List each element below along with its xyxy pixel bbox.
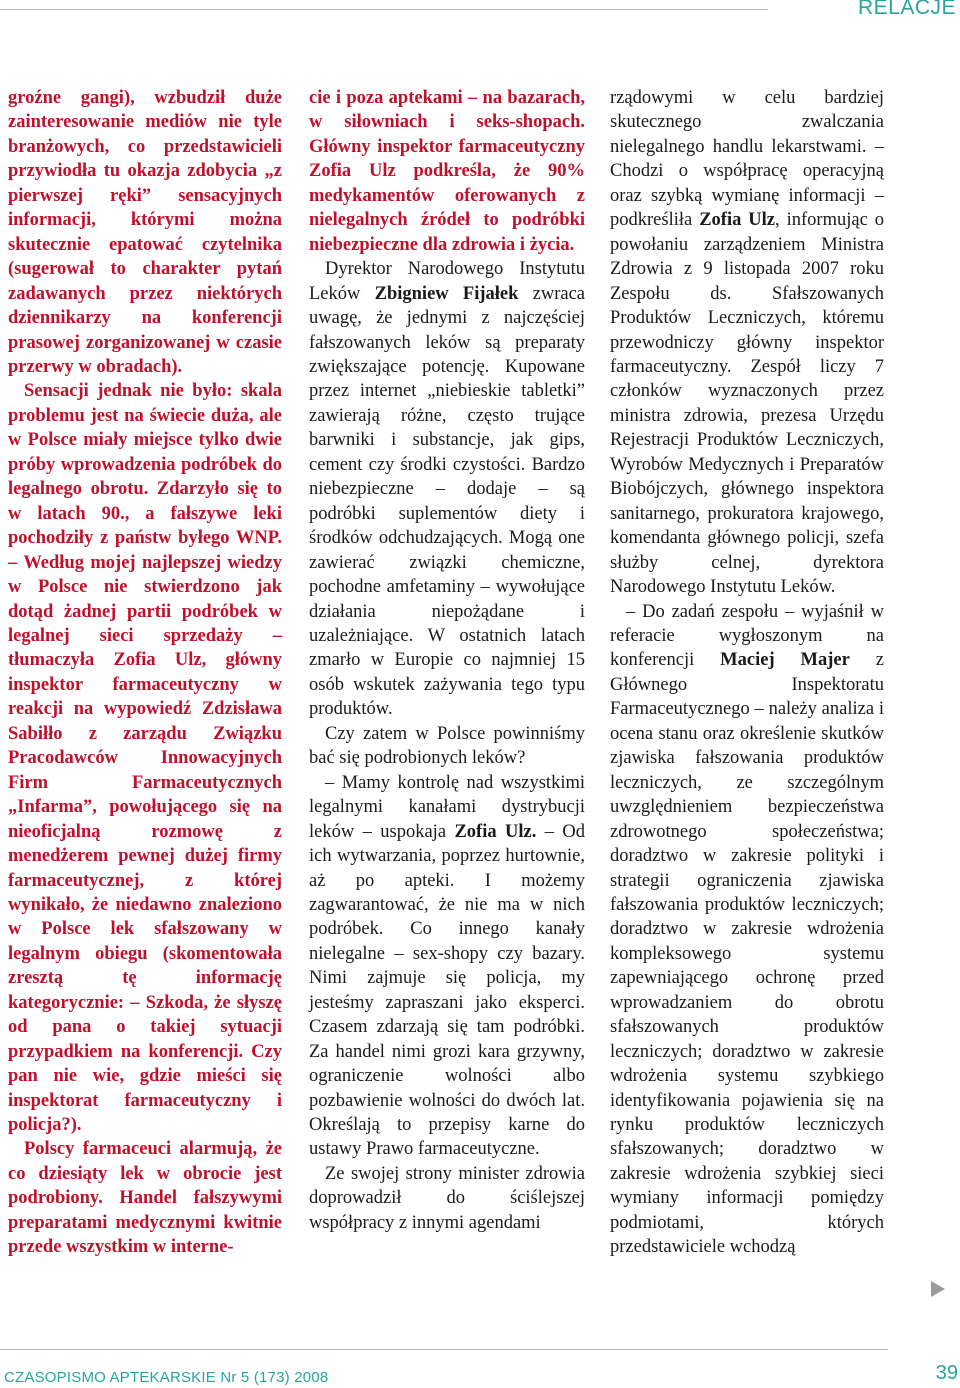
header-rule <box>0 9 768 10</box>
person-name: Zbigniew Fijałek <box>374 283 519 304</box>
paragraph-lead: Polscy farmaceuci alarmują, że co dziesiąty lek w obrocie jest podrobiony. Handel fałszywymi preparatami medycznymi kwitnie przede wszystkim w interne- <box>8 1139 282 1258</box>
paragraph <box>610 600 884 1260</box>
column-3 <box>610 86 884 1260</box>
text-run: zwraca uwagę, że jednymi z najczęściej fałszowanych leków są preparaty zwiększające potencję. Kupowane przez internet „niebieskie tabletki” zawierają różne, często trujące barwniki i substancje, jak gips, cement czy środki czystości. Bardzo niebezpieczne – dodaje – są podróbki suplementów diety i środków odchudzających. Mogą one zawierać związki chemiczne, pochodne amfetaminy – wywołujące działania niepożądane i uzależniające. W ostatnich latach zmarło w Europie co najmniej 15 osób wskutek zażywania tego typu produktów. <box>309 283 586 720</box>
column-1 <box>8 86 282 1260</box>
paragraph: Ze swojej strony minister zdrowia doprowadził do ściślejszej współpracy z innymi agendami <box>309 1163 585 1233</box>
paragraph-lead: groźne gangi), wzbudził duże zainteresowanie mediów nie tyle branżowych, co przedstawicieli przywiodła tu okazja zdobycia „z pierwszej ręki” sensacyjnych informacji, którymi można skutecznie epatować czytelnika (sugerował to charakter pytań zadawanych przez niektórych dziennikarzy na konferencji prasowej zorganizowanej w czasie przerwy w obradach). <box>8 88 282 377</box>
person-name: Maciej Majer <box>720 650 850 671</box>
paragraph <box>309 257 585 722</box>
section-label: RELACJE <box>857 0 956 19</box>
continue-arrow-icon <box>931 1281 945 1297</box>
person-name: Zofia Ulz. <box>454 821 537 842</box>
text-run: – Od ich wytwarzania, poprzez hurtownie, aż po apteki. I możemy zagwarantować, że nie ma w nich podróbek. Co innego kanały nielegalne – sex-shopy czy bazary. Nimi zajmuje się policja, my jesteśmy zapraszani jako eksperci. Czasem zdarzają się tam podróbki. Za handel nimi grozi kara grzywny, ograniczenie wolności albo pozbawienie wolności do dwóch lat. Określają to przepisy karne do ustawy Prawo farmaceutyczne. <box>309 821 585 1160</box>
paragraph-lead: cie i poza aptekami – na bazarach, w siłowniach i seks-shopach. Główny inspektor farmaceutyczny Zofia Ulz podkreśla, że 90% medykamentów oferowanych z nielegalnych źródeł to podróbki niebezpieczne dla zdrowia i życia. <box>309 88 585 255</box>
paragraph: Czy zatem w Polsce powinniśmy bać się podrobionych leków? <box>309 723 585 769</box>
text-run: z Głównego Inspektoratu Farmaceutycznego – należy analiza i ocena stanu oraz określenie skutków zjawiska fałszowania produktów leczniczych, ze szczególnym uwzględnieniem bezpieczeństwa zdrowotnego społeczeństwa; doradztwo w zakresie polityki i strategii ograniczenia zjawiska fałszowania produktów leczniczych; doradztwo w zakresie wdrożenia kompleksowego systemu zapewniającego ochronę przed wprowadzaniem do obrotu sfałszowanych produktów leczniczych; doradztwo w zakresie wdrożenia systemu szybkiego identyfikowania pojawienia się na rynku produktów leczniczych sfałszowanych; doradztwo w zakresie wdrożenia szybkiej sieci wymiany informacji pomiędzy podmiotami, których przedstawiciele wchodzą <box>610 650 884 1258</box>
text-run: – Do zadań zespołu – wyjaśnił w referacie wygłoszonym na konferencji <box>610 601 884 671</box>
journal-name: CZASOPISMO APTEKARSKIE Nr 5 (173) 2008 <box>4 1369 329 1386</box>
person-name: Zofia Ulz <box>699 210 776 231</box>
paragraph <box>309 771 585 1162</box>
footer-rule <box>0 1349 888 1350</box>
paragraph <box>610 86 884 600</box>
text-run: – Mamy kontrolę nad wszystkimi legalnymi kanałami dystrybucji leków – uspokaja <box>309 772 585 842</box>
text-run: rządowymi w celu bardziej skutecznego zwalczania nielegalnego handlu lekarstwami. – Chodzi o współpracę operacyjną oraz szybką wymianę informacji – podkreśliła <box>610 88 884 231</box>
page-number: 39 <box>935 1362 958 1384</box>
column-2 <box>309 86 585 1235</box>
paragraph-lead: Sensacji jednak nie było: skala problemu jest na świecie duża, ale w Polsce miały miejsce tylko dwie próby wprowadzenia podróbek do legalnego obrotu. Zdarzyło się to w latach 90., a fałszywe leki pochodziły z państw byłego WNP. – Według mojej najlepszej wiedzy w Polsce nie stwierdzono jak dotąd żadnej partii podróbek w legalnej sieci sprzedaży – tłumaczyła Zofia Ulz, główny inspektor farmaceutyczny w reakcji na wypowiedź Zdzisława Sabiłło z zarządu Związku Pracodawców Innowacyjnych Firm Farmaceutycznych „Infarma”, powołującego się na nieoficjalną rozmowę z menedżerem pewnej dużej firmy farmaceutycznej, z której wynikało, że niedawno znaleziono w Polsce lek sfałszowany w legalnym obiegu (skomentowała zresztą tę informację kategorycznie: – Szkoda, że słyszę od pana o takiej sytuacji przypadkiem na konferencji. Czy pan nie wie, gdzie mieści się inspektorat farmaceutyczny i policja?). <box>8 381 282 1136</box>
text-run: Dyrektor Narodowego Instytutu Leków <box>309 259 585 304</box>
text-run: , informując o powołaniu zarządzeniem Ministra Zdrowia z 9 listopada 2007 roku Zespołu ds. Sfałszowanych Produktów Leczniczych, któremu przewodniczy główny inspektor farmaceutyczny. Zespół liczy 7 członków wyznaczonych przez ministra zdrowia, prezesa Urzędu Rejestracji Produktów Leczniczych, Wyrobów Medycznych i Preparatów Biobójczych, głównego inspektora sanitarnego, prokuratora krajowego, komendanta głównego policji, szefa służby celnej, dyrektora Narodowego Instytutu Leków. <box>610 210 884 598</box>
